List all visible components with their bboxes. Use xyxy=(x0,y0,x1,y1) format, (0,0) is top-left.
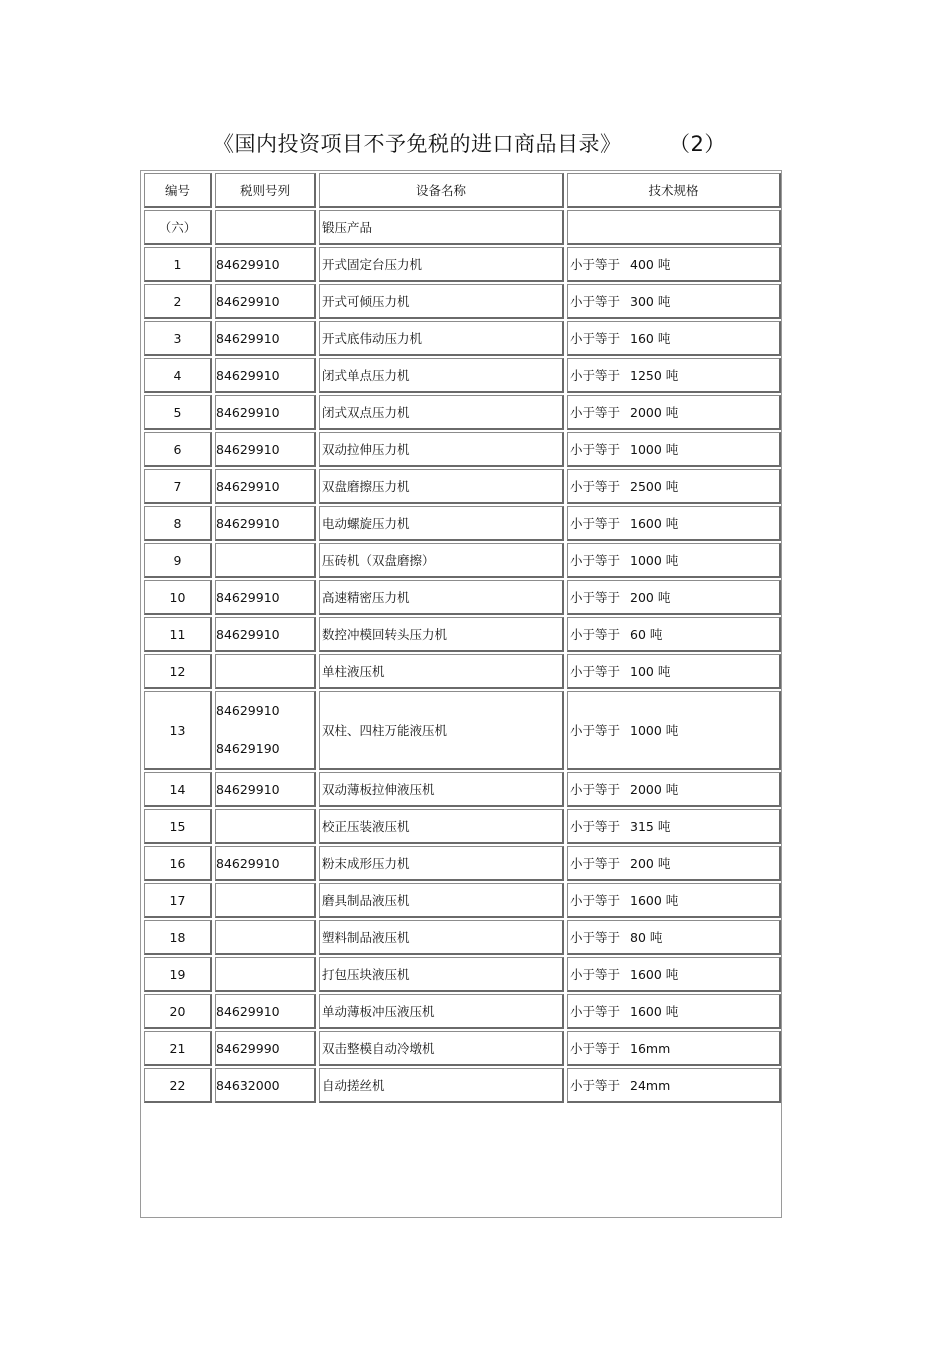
table-row xyxy=(144,321,781,356)
spec-value: 315 吨 xyxy=(630,819,671,834)
table-row xyxy=(144,358,781,393)
row-spec xyxy=(567,1068,781,1103)
row-tariff-code xyxy=(215,469,316,504)
section-label: （六） xyxy=(144,210,212,245)
row-tariff-code xyxy=(215,772,316,807)
row-number: 10 xyxy=(144,580,212,615)
row-number: 13 xyxy=(144,691,212,770)
row-number: 3 xyxy=(144,321,212,356)
table-row xyxy=(144,247,781,282)
tariff-code-value: 84629910 xyxy=(216,626,280,642)
section-name: 锻压产品 xyxy=(319,210,564,245)
row-number: 14 xyxy=(144,772,212,807)
spec-prefix: 小于等于 xyxy=(570,1004,621,1019)
table-row xyxy=(144,772,781,807)
row-number: 11 xyxy=(144,617,212,652)
title-text: 《国内投资项目不予免税的进口商品目录》 xyxy=(213,132,622,156)
row-tariff-code xyxy=(215,395,316,430)
row-tariff-code xyxy=(215,994,316,1029)
row-equipment-name: 双盘磨擦压力机 xyxy=(319,469,564,504)
row-tariff-code xyxy=(215,580,316,615)
row-spec xyxy=(567,957,781,992)
row-number: 20 xyxy=(144,994,212,1029)
spec-prefix: 小于等于 xyxy=(570,930,621,945)
goods-table xyxy=(141,171,784,1105)
spec-value: 2000 吨 xyxy=(630,405,679,420)
row-number: 17 xyxy=(144,883,212,918)
row-tariff-code xyxy=(215,846,316,881)
row-number: 4 xyxy=(144,358,212,393)
row-number: 21 xyxy=(144,1031,212,1066)
row-equipment-name: 闭式单点压力机 xyxy=(319,358,564,393)
row-equipment-name: 单柱液压机 xyxy=(319,654,564,689)
row-tariff-code xyxy=(215,358,316,393)
spec-value: 80 吨 xyxy=(630,930,663,945)
header-number: 编号 xyxy=(144,173,212,208)
row-spec xyxy=(567,580,781,615)
row-equipment-name: 校正压装液压机 xyxy=(319,809,564,844)
row-equipment-name: 单动薄板冲压液压机 xyxy=(319,994,564,1029)
table-row xyxy=(144,691,781,770)
row-equipment-name: 闭式双点压力机 xyxy=(319,395,564,430)
spec-value: 160 吨 xyxy=(630,331,671,346)
row-tariff-code xyxy=(215,957,316,992)
tariff-code-value: 84629910 xyxy=(216,589,280,605)
row-equipment-name: 双柱、四柱万能液压机 xyxy=(319,691,564,770)
spec-prefix: 小于等于 xyxy=(570,627,621,642)
spec-prefix: 小于等于 xyxy=(570,782,621,797)
spec-value: 200 吨 xyxy=(630,856,671,871)
row-spec xyxy=(567,809,781,844)
tariff-code-value: 84629910 xyxy=(216,404,280,420)
header-tariff-code: 税则号列 xyxy=(215,173,316,208)
section-spec-empty xyxy=(567,210,781,245)
row-equipment-name: 打包压块液压机 xyxy=(319,957,564,992)
row-tariff-code xyxy=(215,654,316,689)
spec-prefix: 小于等于 xyxy=(570,516,621,531)
spec-value: 1250 吨 xyxy=(630,368,679,383)
tariff-code-value: 84629190 xyxy=(216,741,280,756)
spec-prefix: 小于等于 xyxy=(570,819,621,834)
table-row xyxy=(144,920,781,955)
row-spec xyxy=(567,883,781,918)
row-spec xyxy=(567,358,781,393)
table-row xyxy=(144,809,781,844)
spec-prefix: 小于等于 xyxy=(570,893,621,908)
row-tariff-code xyxy=(215,1068,316,1103)
spec-prefix: 小于等于 xyxy=(570,1078,621,1093)
tariff-code-value: 84629910 xyxy=(216,441,280,457)
row-tariff-code xyxy=(215,432,316,467)
table-row xyxy=(144,395,781,430)
spec-prefix: 小于等于 xyxy=(570,553,621,568)
row-equipment-name: 塑料制品液压机 xyxy=(319,920,564,955)
spec-value: 1000 吨 xyxy=(630,723,679,738)
spec-value: 1000 吨 xyxy=(630,442,679,457)
row-number: 15 xyxy=(144,809,212,844)
table-row xyxy=(144,654,781,689)
header-row xyxy=(144,173,781,208)
row-number: 1 xyxy=(144,247,212,282)
row-spec xyxy=(567,432,781,467)
spec-value: 1600 吨 xyxy=(630,516,679,531)
row-spec xyxy=(567,617,781,652)
spec-prefix: 小于等于 xyxy=(570,479,621,494)
row-spec xyxy=(567,772,781,807)
table-row xyxy=(144,543,781,578)
tariff-code-value: 84629910 xyxy=(216,703,280,718)
row-tariff-code xyxy=(215,543,316,578)
table-row xyxy=(144,506,781,541)
row-spec xyxy=(567,920,781,955)
header-equipment-name: 设备名称 xyxy=(319,173,564,208)
row-tariff-code xyxy=(215,920,316,955)
tariff-code-value: 84629910 xyxy=(216,330,280,346)
spec-value: 2000 吨 xyxy=(630,782,679,797)
row-tariff-code xyxy=(215,506,316,541)
tariff-code-value: 84629910 xyxy=(216,781,280,797)
table-row xyxy=(144,957,781,992)
row-number: 2 xyxy=(144,284,212,319)
spec-prefix: 小于等于 xyxy=(570,331,621,346)
document-title xyxy=(213,128,726,158)
spec-prefix: 小于等于 xyxy=(570,368,621,383)
row-spec xyxy=(567,321,781,356)
tariff-code-value: 84629910 xyxy=(216,478,280,494)
row-spec xyxy=(567,284,781,319)
spec-prefix: 小于等于 xyxy=(570,405,621,420)
row-equipment-name: 粉末成形压力机 xyxy=(319,846,564,881)
spec-prefix: 小于等于 xyxy=(570,294,621,309)
section-row xyxy=(144,210,781,245)
spec-value: 1600 吨 xyxy=(630,967,679,982)
tariff-code-value: 84629910 xyxy=(216,367,280,383)
title-number: （2） xyxy=(679,132,726,156)
row-spec xyxy=(567,506,781,541)
row-equipment-name: 电动螺旋压力机 xyxy=(319,506,564,541)
spec-prefix: 小于等于 xyxy=(570,590,621,605)
spec-value: 60 吨 xyxy=(630,627,663,642)
spec-value: 16mm xyxy=(630,1041,671,1056)
row-equipment-name: 开式可倾压力机 xyxy=(319,284,564,319)
row-number: 7 xyxy=(144,469,212,504)
row-equipment-name: 双动拉伸压力机 xyxy=(319,432,564,467)
tariff-code-value: 84632000 xyxy=(216,1077,280,1093)
table-row xyxy=(144,617,781,652)
row-equipment-name: 双动薄板拉伸液压机 xyxy=(319,772,564,807)
spec-value: 300 吨 xyxy=(630,294,671,309)
row-equipment-name: 磨具制品液压机 xyxy=(319,883,564,918)
row-number: 12 xyxy=(144,654,212,689)
row-tariff-code xyxy=(215,883,316,918)
row-spec xyxy=(567,395,781,430)
row-tariff-code xyxy=(215,691,316,770)
table-row xyxy=(144,1031,781,1066)
tariff-code-value: 84629910 xyxy=(216,256,280,272)
row-number: 6 xyxy=(144,432,212,467)
row-spec xyxy=(567,994,781,1029)
spec-value: 1600 吨 xyxy=(630,893,679,908)
row-tariff-code xyxy=(215,321,316,356)
table-row xyxy=(144,883,781,918)
row-number: 18 xyxy=(144,920,212,955)
row-spec xyxy=(567,469,781,504)
row-tariff-code xyxy=(215,1031,316,1066)
row-equipment-name: 压砖机（双盘磨擦） xyxy=(319,543,564,578)
spec-prefix: 小于等于 xyxy=(570,856,621,871)
spec-value: 2500 吨 xyxy=(630,479,679,494)
table-row xyxy=(144,284,781,319)
row-equipment-name: 开式底伟动压力机 xyxy=(319,321,564,356)
table-row xyxy=(144,580,781,615)
row-tariff-code xyxy=(215,247,316,282)
table-row xyxy=(144,1068,781,1103)
row-number: 19 xyxy=(144,957,212,992)
spec-value: 100 吨 xyxy=(630,664,671,679)
row-number: 8 xyxy=(144,506,212,541)
table-row xyxy=(144,469,781,504)
row-number: 5 xyxy=(144,395,212,430)
spec-value: 24mm xyxy=(630,1078,671,1093)
spec-prefix: 小于等于 xyxy=(570,723,621,738)
spec-value: 1000 吨 xyxy=(630,553,679,568)
row-number: 16 xyxy=(144,846,212,881)
spec-value: 200 吨 xyxy=(630,590,671,605)
spec-prefix: 小于等于 xyxy=(570,257,621,272)
row-equipment-name: 开式固定台压力机 xyxy=(319,247,564,282)
row-number: 9 xyxy=(144,543,212,578)
row-spec xyxy=(567,846,781,881)
header-spec: 技术规格 xyxy=(567,173,781,208)
spec-value: 1600 吨 xyxy=(630,1004,679,1019)
table-row xyxy=(144,994,781,1029)
spec-value: 400 吨 xyxy=(630,257,671,272)
spec-prefix: 小于等于 xyxy=(570,967,621,982)
row-equipment-name: 自动搓丝机 xyxy=(319,1068,564,1103)
row-spec xyxy=(567,1031,781,1066)
table-row xyxy=(144,432,781,467)
row-spec xyxy=(567,543,781,578)
row-spec xyxy=(567,654,781,689)
row-number: 22 xyxy=(144,1068,212,1103)
tariff-code-value: 84629910 xyxy=(216,855,280,871)
row-equipment-name: 高速精密压力机 xyxy=(319,580,564,615)
row-equipment-name: 双击整模自动冷墩机 xyxy=(319,1031,564,1066)
row-equipment-name: 数控冲模回转头压力机 xyxy=(319,617,564,652)
section-code-empty xyxy=(215,210,316,245)
row-spec xyxy=(567,691,781,770)
tariff-code-value: 84629910 xyxy=(216,1003,280,1019)
spec-prefix: 小于等于 xyxy=(570,1041,621,1056)
tariff-code-value: 84629910 xyxy=(216,293,280,309)
spec-prefix: 小于等于 xyxy=(570,664,621,679)
row-tariff-code xyxy=(215,809,316,844)
row-spec xyxy=(567,247,781,282)
row-tariff-code xyxy=(215,617,316,652)
row-tariff-code xyxy=(215,284,316,319)
spec-prefix: 小于等于 xyxy=(570,442,621,457)
table-row xyxy=(144,846,781,881)
tariff-code-value: 84629990 xyxy=(216,1040,280,1056)
tariff-code-value: 84629910 xyxy=(216,515,280,531)
